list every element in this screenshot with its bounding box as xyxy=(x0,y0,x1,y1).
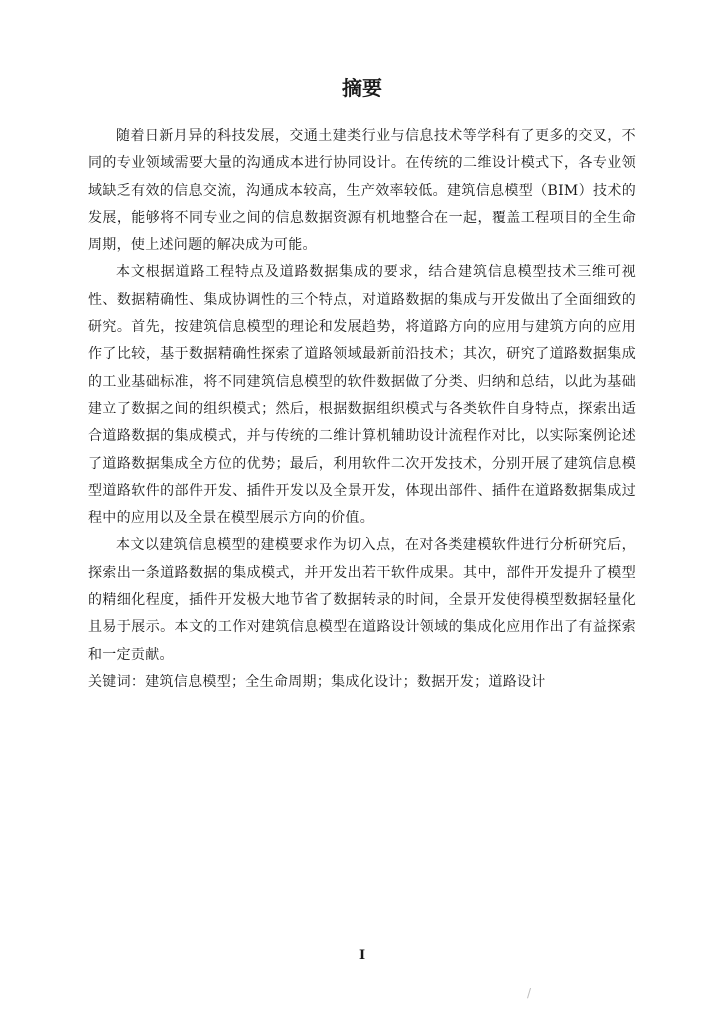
abstract-body xyxy=(88,123,636,696)
page-number: I xyxy=(358,948,366,963)
abstract-paragraph-2: 本文根据道路工程特点及道路数据集成的要求，结合建筑信息模型技术三维可视性、数据精确性、集成协调性的三个特点，对道路数据的集成与开发做出了全面细致的研究。首先，按建筑信息模型的理论和发展趋势，将道路方向的应用与建筑方向的应用作了比较，基于数据精确性探索了道路领域最新前沿技术；其次，研究了道路数据集成的工业基础标准，将不同建筑信息模型的软件数据做了分类、归纳和总结，以此为基础建立了数据之间的组织模式；然后，根据数据组织模式与各类软件自身特点，探索出适合道路数据的集成模式，并与传统的二维计算机辅助设计流程作对比，以实际案例论述了道路数据集成全方位的优势；最后，利用软件二次开发技术，分别开展了建筑信息模型道路软件的部件开发、插件开发以及全景开发，体现出部件、插件在道路数据集成过程中的应用以及全景在模型展示方向的价值。 xyxy=(88,264,636,527)
abstract-paragraph-1: 随着日新月异的科技发展，交通土建类行业与信息技术等学科有了更多的交叉，不同的专业领域需要大量的沟通成本进行协同设计。在传统的二维设计模式下，各专业领域缺乏有效的信息交流，沟通成本较高，生产效率较低。建筑信息模型（BIM）技术的发展，能够将不同专业之间的信息数据资源有机地整合在一起，覆盖工程项目的全生命周期，使上述问题的解决成为可能。 xyxy=(88,128,636,254)
page-title: 摘要 xyxy=(342,76,382,100)
keywords-line: 关键词：建筑信息模型；全生命周期；集成化设计；数据开发；道路设计 xyxy=(88,673,546,690)
abstract-paragraph-3: 本文以建筑信息模型的建模要求作为切入点，在对各类建模软件进行分析研究后，探索出一条道路数据的集成模式，并开发出若干软件成果。其中，部件开发提升了模型的精细化程度，插件开发极大地节省了数据转录的时间，全景开发使得模型数据轻量化且易于展示。本文的工作对建筑信息模型在道路设计领域的集成化应用作出了有益探索和一定贡献。 xyxy=(88,537,636,663)
stray-mark: / xyxy=(527,986,532,1000)
